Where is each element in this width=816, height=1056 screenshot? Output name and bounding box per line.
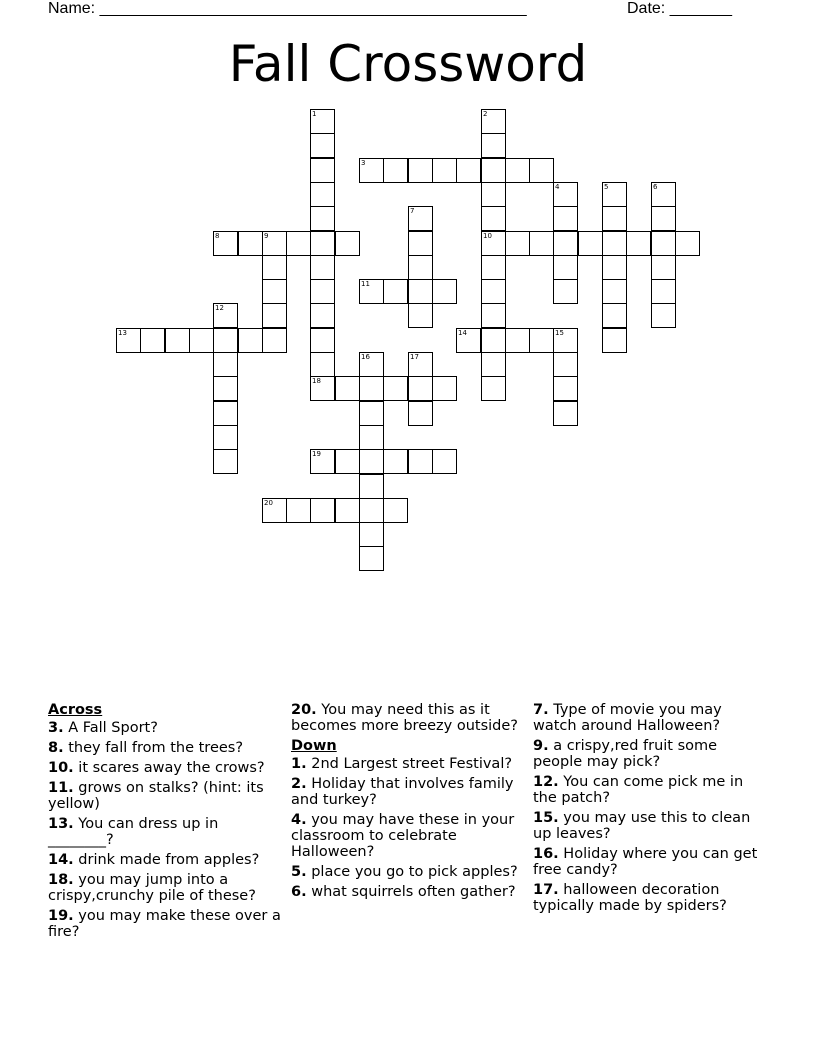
clue-item (533, 702, 768, 734)
clue-number: 10. (48, 760, 74, 776)
clue-item (48, 852, 283, 868)
clue-text: You can dress up in ________? (48, 816, 219, 848)
clue-column-3 (533, 702, 768, 918)
clue-item (48, 908, 283, 940)
cell-number: 18 (312, 377, 321, 385)
clue-text: Holiday where you can get free candy? (533, 846, 758, 878)
grid-cell[interactable] (553, 401, 578, 426)
cell-number: 16 (361, 353, 370, 361)
cell-number: 7 (410, 207, 415, 215)
grid-cell[interactable] (529, 231, 554, 256)
grid-cell[interactable] (335, 449, 360, 474)
grid-cell[interactable] (481, 182, 506, 207)
grid-cell[interactable] (675, 231, 700, 256)
grid-cell[interactable] (213, 401, 238, 426)
clue-number: 17. (533, 882, 559, 898)
clue-number: 13. (48, 816, 74, 832)
grid-cell[interactable] (408, 401, 433, 426)
grid-cell[interactable] (432, 279, 457, 304)
grid-cell[interactable] (651, 206, 676, 231)
grid-cell[interactable] (481, 255, 506, 280)
clue-text: what squirrels often gather? (311, 884, 516, 900)
clue-item (533, 774, 768, 806)
clue-item (48, 720, 283, 736)
clue-text: you may have these in your classroom to celebrate Halloween? (291, 812, 515, 860)
grid-cell[interactable] (310, 206, 335, 231)
clue-number: 11. (48, 780, 74, 796)
cell-number: 6 (653, 183, 658, 191)
clue-item (291, 776, 526, 808)
grid-cell[interactable] (310, 328, 335, 353)
cell-number: 14 (458, 329, 467, 337)
cell-number: 5 (604, 183, 609, 191)
clue-text: you may use this to clean up leaves? (533, 810, 751, 842)
grid-cell[interactable] (602, 328, 627, 353)
grid-cell[interactable] (408, 449, 433, 474)
grid-cell[interactable] (602, 182, 627, 207)
grid-cell[interactable] (383, 449, 408, 474)
clue-item (533, 882, 768, 914)
cell-number: 3 (361, 159, 366, 167)
grid-cell[interactable] (286, 231, 311, 256)
cell-number: 10 (483, 232, 492, 240)
grid-cell[interactable] (553, 255, 578, 280)
grid-cell[interactable] (213, 376, 238, 401)
grid-cell[interactable] (359, 279, 384, 304)
grid-cell[interactable] (310, 449, 335, 474)
grid-cell[interactable] (408, 255, 433, 280)
clue-number: 5. (291, 864, 307, 880)
grid-cell[interactable] (481, 279, 506, 304)
clue-item (48, 740, 283, 756)
grid-cell[interactable] (505, 328, 530, 353)
clue-number: 16. (533, 846, 559, 862)
grid-cell[interactable] (456, 158, 481, 183)
grid-cell[interactable] (651, 231, 676, 256)
grid-cell[interactable] (408, 376, 433, 401)
grid-cell[interactable] (359, 522, 384, 547)
clue-text: grows on stalks? (hint: its yellow) (48, 780, 264, 812)
clue-text: Type of movie you may watch around Halloween? (533, 702, 722, 734)
cell-number: 17 (410, 353, 419, 361)
cell-number: 2 (483, 110, 488, 118)
grid-cell[interactable] (310, 352, 335, 377)
grid-cell[interactable] (553, 352, 578, 377)
clue-text: place you go to pick apples? (311, 864, 518, 880)
grid-cell[interactable] (651, 303, 676, 328)
grid-cell[interactable] (578, 231, 603, 256)
grid-cell[interactable] (626, 231, 651, 256)
grid-cell[interactable] (481, 133, 506, 158)
grid-cell[interactable] (359, 401, 384, 426)
clue-item (291, 864, 526, 880)
grid-cell[interactable] (602, 231, 627, 256)
grid-cell[interactable] (359, 376, 384, 401)
grid-cell[interactable] (553, 231, 578, 256)
clue-text: Holiday that involves family and turkey? (291, 776, 514, 808)
grid-cell[interactable] (238, 231, 263, 256)
clue-column-1 (48, 702, 283, 944)
grid-cell[interactable] (262, 231, 287, 256)
clue-item (291, 756, 526, 772)
grid-cell[interactable] (481, 206, 506, 231)
grid-cell[interactable] (602, 206, 627, 231)
grid-cell[interactable] (359, 474, 384, 499)
grid-cell[interactable] (408, 279, 433, 304)
grid-cell[interactable] (213, 303, 238, 328)
grid-cell[interactable] (408, 231, 433, 256)
clue-item (48, 872, 283, 904)
grid-cell[interactable] (359, 352, 384, 377)
grid-cell[interactable] (651, 182, 676, 207)
grid-cell[interactable] (383, 376, 408, 401)
page-title: Fall Crossword (228, 35, 588, 93)
clue-number: 6. (291, 884, 307, 900)
grid-cell[interactable] (262, 255, 287, 280)
grid-cell[interactable] (481, 231, 506, 256)
clue-item (533, 738, 768, 770)
grid-cell[interactable] (481, 109, 506, 134)
grid-cell[interactable] (310, 279, 335, 304)
grid-cell[interactable] (481, 328, 506, 353)
clue-number: 3. (48, 720, 64, 736)
grid-cell[interactable] (310, 255, 335, 280)
grid-cell[interactable] (481, 303, 506, 328)
grid-cell[interactable] (408, 158, 433, 183)
clue-text: it scares away the crows? (78, 760, 265, 776)
grid-cell[interactable] (262, 498, 287, 523)
grid-cell[interactable] (602, 303, 627, 328)
clue-number: 15. (533, 810, 559, 826)
clue-item (533, 846, 768, 878)
grid-cell[interactable] (310, 498, 335, 523)
grid-cell[interactable] (310, 231, 335, 256)
clue-column-2 (291, 702, 526, 904)
clue-item (48, 816, 283, 848)
grid-cell[interactable] (529, 158, 554, 183)
grid-cell[interactable] (213, 352, 238, 377)
grid-cell[interactable] (505, 231, 530, 256)
clue-number: 8. (48, 740, 64, 756)
grid-cell[interactable] (310, 182, 335, 207)
grid-cell[interactable] (310, 109, 335, 134)
grid-cell[interactable] (602, 279, 627, 304)
grid-cell[interactable] (335, 376, 360, 401)
clue-number: 2. (291, 776, 307, 792)
clue-item (291, 702, 526, 734)
clue-item (48, 780, 283, 812)
grid-cell[interactable] (213, 231, 238, 256)
cell-number: 19 (312, 450, 321, 458)
clue-item (48, 760, 283, 776)
grid-cell[interactable] (359, 449, 384, 474)
cell-number: 4 (555, 183, 560, 191)
grid-cell[interactable] (165, 328, 190, 353)
clue-number: 20. (291, 702, 317, 718)
grid-cell[interactable] (140, 328, 165, 353)
grid-cell[interactable] (359, 498, 384, 523)
cell-number: 1 (312, 110, 317, 118)
clue-item (533, 810, 768, 842)
grid-cell[interactable] (408, 352, 433, 377)
clue-text: You can come pick me in the patch? (533, 774, 744, 806)
grid-cell[interactable] (505, 158, 530, 183)
clue-text: a crispy,red fruit some people may pick? (533, 738, 718, 770)
grid-cell[interactable] (529, 328, 554, 353)
grid-cell[interactable] (310, 376, 335, 401)
cell-number: 8 (215, 232, 220, 240)
grid-cell[interactable] (432, 158, 457, 183)
grid-cell[interactable] (481, 352, 506, 377)
grid-cell[interactable] (213, 328, 238, 353)
grid-cell[interactable] (359, 425, 384, 450)
grid-cell[interactable] (359, 158, 384, 183)
grid-cell[interactable] (310, 133, 335, 158)
grid-cell[interactable] (238, 328, 263, 353)
grid-cell[interactable] (383, 158, 408, 183)
grid-cell[interactable] (262, 279, 287, 304)
clue-text: drink made from apples? (78, 852, 260, 868)
clue-number: 12. (533, 774, 559, 790)
cell-number: 15 (555, 329, 564, 337)
grid-cell[interactable] (116, 328, 141, 353)
cell-number: 20 (264, 499, 273, 507)
cell-number: 11 (361, 280, 370, 288)
clue-text: you may jump into a crispy,crunchy pile of these? (48, 872, 256, 904)
clue-number: 4. (291, 812, 307, 828)
clue-item (291, 884, 526, 900)
grid-cell[interactable] (189, 328, 214, 353)
section-heading: Down (291, 738, 337, 754)
grid-cell[interactable] (456, 328, 481, 353)
grid-cell[interactable] (262, 328, 287, 353)
grid-cell[interactable] (408, 303, 433, 328)
grid-cell[interactable] (481, 376, 506, 401)
grid-cell[interactable] (335, 231, 360, 256)
clue-number: 1. (291, 756, 307, 772)
grid-cell[interactable] (553, 279, 578, 304)
grid-cell[interactable] (262, 303, 287, 328)
clue-text: A Fall Sport? (68, 720, 158, 736)
cell-number: 13 (118, 329, 127, 337)
grid-cell[interactable] (383, 498, 408, 523)
clue-number: 19. (48, 908, 74, 924)
grid-cell[interactable] (359, 546, 384, 571)
grid-cell[interactable] (432, 376, 457, 401)
cell-number: 9 (264, 232, 269, 240)
grid-cell[interactable] (481, 158, 506, 183)
clue-number: 7. (533, 702, 549, 718)
grid-cell[interactable] (213, 449, 238, 474)
section-heading: Across (48, 702, 103, 718)
grid-cell[interactable] (553, 376, 578, 401)
date-field[interactable]: Date: _______ (627, 0, 732, 17)
grid-cell[interactable] (432, 449, 457, 474)
grid-cell[interactable] (553, 328, 578, 353)
clue-number: 14. (48, 852, 74, 868)
grid-cell[interactable] (310, 158, 335, 183)
clue-item (291, 812, 526, 860)
cell-number: 12 (215, 304, 224, 312)
grid-cell[interactable] (286, 498, 311, 523)
grid-cell[interactable] (335, 498, 360, 523)
grid-cell[interactable] (651, 279, 676, 304)
grid-cell[interactable] (602, 255, 627, 280)
name-field[interactable]: Name: ________________________________________________ (48, 0, 527, 17)
grid-cell[interactable] (553, 182, 578, 207)
clue-text: 2nd Largest street Festival? (311, 756, 513, 772)
grid-cell[interactable] (553, 206, 578, 231)
clue-text: You may need this as it becomes more breezy outside? (291, 702, 518, 734)
clue-text: you may make these over a fire? (48, 908, 281, 940)
grid-cell[interactable] (383, 279, 408, 304)
clue-text: halloween decoration typically made by spiders? (533, 882, 727, 914)
grid-cell[interactable] (651, 255, 676, 280)
clue-text: they fall from the trees? (68, 740, 244, 756)
clue-number: 9. (533, 738, 549, 754)
clue-number: 18. (48, 872, 74, 888)
grid-cell[interactable] (310, 303, 335, 328)
grid-cell[interactable] (213, 425, 238, 450)
grid-cell[interactable] (408, 206, 433, 231)
